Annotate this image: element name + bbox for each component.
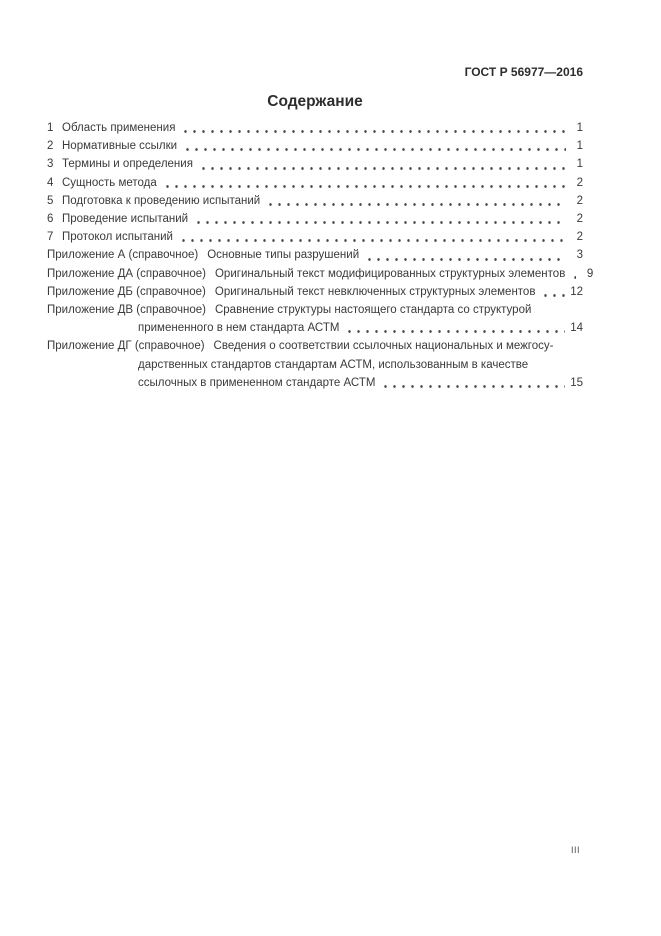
doc-code: ГОСТ Р 56977—2016 [464,65,583,79]
toc-entry-number: 7 [47,231,54,244]
toc-entry-number: 3 [47,158,54,171]
toc-entry-appendix [47,265,594,283]
dot-leader [191,210,566,228]
toc-entry [47,192,583,210]
toc-entry-appendix [47,246,583,264]
toc-entry-appendix [47,283,583,301]
appendix-label: Приложение А (справочное) [47,249,199,262]
appendix-label: Приложение ДВ (справочное) [47,304,206,317]
toc-entry [47,174,583,192]
toc-entry-number: 1 [47,122,54,134]
toc-entry-appendix [47,337,583,392]
appendix-desc: Сведения о соответствии ссылочных национальных и межгосу- [213,340,554,353]
dot-leader [362,246,566,264]
toc-entry-page: 12 [570,285,583,298]
appendix-label: Приложение ДА (справочное) [47,267,206,280]
toc-entry-page: 2 [576,176,583,189]
toc-entry-page: 1 [576,158,583,171]
toc-entry-number: 5 [47,194,54,207]
toc-entry-page: 2 [576,231,583,244]
dot-leader [160,174,566,192]
toc-entry-number: 6 [47,213,54,226]
toc-entry-page: 1 [576,122,583,134]
appendix-label: Приложение ДГ (справочное) [47,340,205,353]
dot-leader [538,283,565,301]
toc-entry-text: Термины и определения [62,158,193,171]
toc-entry [47,119,583,137]
dot-leader [196,155,566,173]
toc-entry-page: 3 [576,249,583,262]
toc-entry-text: Нормативные ссылки [62,140,178,153]
appendix-desc: Сравнение структуры настоящего стандарта со структурой [214,304,532,317]
dot-leader [263,192,566,210]
appendix-desc-cont: дарственных стандартов стандартам АСТМ, использованным в качестве [138,358,529,371]
toc-entry-page: 9 [586,267,594,280]
dot-leader [342,319,565,337]
toc-entry [47,155,583,173]
toc-entry-text: Проведение испытаний [62,213,189,226]
toc-entry-text: Подготовка к проведению испытаний [62,194,261,207]
toc-entry-text: Сущность метода [62,176,157,189]
toc-entry-text: Область применения [62,122,176,134]
toc-entry [47,210,583,228]
dot-leader [180,137,566,155]
toc-entry [47,137,583,155]
toc-entry-number: 4 [47,176,54,189]
toc-entry-page: 15 [570,376,583,389]
appendix-desc-cont: примененного в нем стандарта АСТМ [138,322,340,335]
toc-entry-text: Протокол испытаний [62,231,173,244]
toc-title: Содержание [267,93,363,110]
dot-leader [568,265,576,283]
dot-leader [178,119,566,137]
toc-entry [47,228,583,246]
toc-entry-page: 2 [576,213,583,226]
toc-entry-appendix [47,301,583,337]
dot-leader [176,228,566,246]
toc-entry-page: 1 [576,140,583,153]
toc-entry-page: 14 [570,322,583,335]
appendix-label: Приложение ДБ (справочное) [47,285,206,298]
toc-entry-page: 2 [576,194,583,207]
toc-entry-number: 2 [47,140,54,153]
appendix-desc-cont: ссылочных в примененном стандарте АСТМ [138,376,376,389]
table-of-contents [47,119,594,392]
appendix-desc: Основные типы разрушений [207,249,360,262]
appendix-desc: Оригинальный текст невключенных структурных элементов [214,285,536,298]
appendix-desc: Оригинальный текст модифицированных структурных элементов [214,267,566,280]
page-number-roman: III [570,845,580,855]
dot-leader [378,374,565,392]
